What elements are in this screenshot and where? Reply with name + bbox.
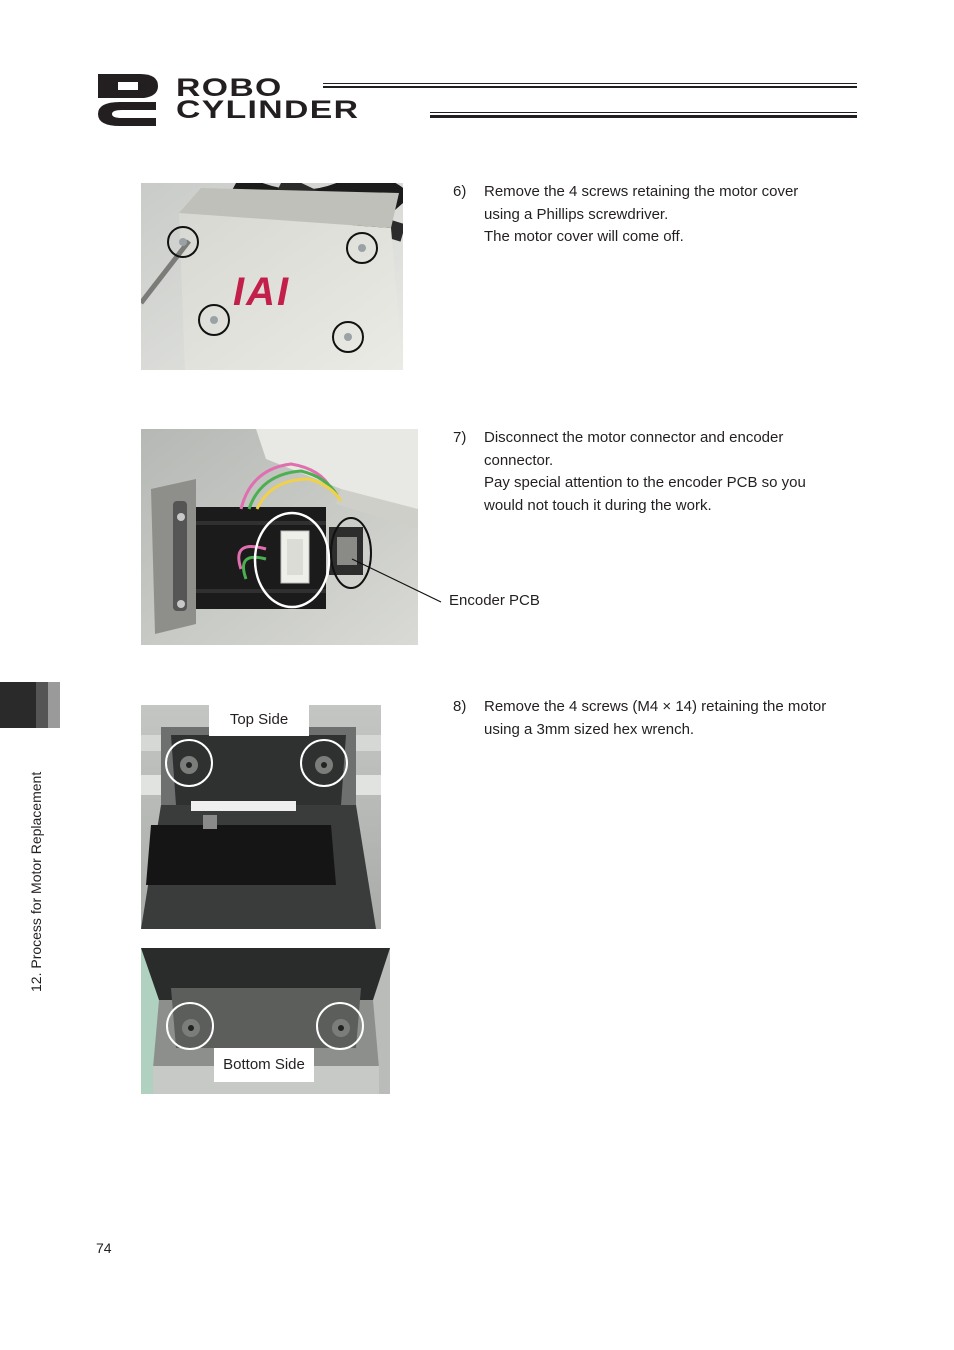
step-text: Remove the 4 screws retaining the motor cover using a Phillips screwdriver. The motor cover will come off. xyxy=(484,183,799,245)
bottom-side-label: Bottom Side xyxy=(214,1048,314,1082)
top-side-photo xyxy=(141,705,381,929)
step-number: 6) xyxy=(453,183,467,200)
rc-logo-mark-icon xyxy=(96,72,164,126)
logo-text-cylinder: CYLINDER xyxy=(176,96,360,124)
page-number: 74 xyxy=(96,1240,112,1256)
step-text: Disconnect the motor connector and encoder connector. Pay special attention to the encoder PCB so you would not touch it during the work. xyxy=(484,429,806,514)
header-rule-bottom xyxy=(430,112,857,118)
step-number: 7) xyxy=(453,429,467,446)
encoder-callout-leader xyxy=(350,555,445,605)
encoder-pcb-callout: Encoder PCB xyxy=(449,592,540,609)
motor-connectors-photo xyxy=(141,429,418,645)
step-number: 8) xyxy=(453,698,467,715)
iai-brand-text: IAI xyxy=(233,270,291,314)
step-text: Remove the 4 screws (M4 × 14) retaining the motor using a 3mm sized hex wrench. xyxy=(484,698,827,738)
logo-text-robo: ROBO xyxy=(176,74,283,102)
chapter-side-label: 12. Process for Motor Replacement xyxy=(28,771,44,992)
top-side-label: Top Side xyxy=(209,704,309,736)
header-rule-top xyxy=(323,83,857,88)
motor-cover-photo xyxy=(141,183,403,370)
robo-cylinder-logo xyxy=(96,72,426,128)
chapter-tab xyxy=(0,682,60,728)
